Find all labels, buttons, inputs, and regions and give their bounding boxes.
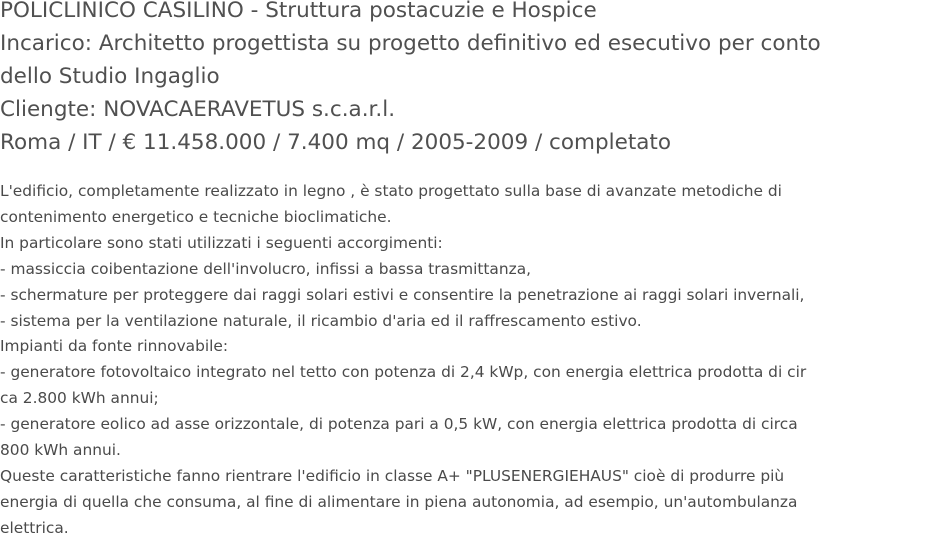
incarico-line-1: Incarico: Architetto progettista su progetto definitivo ed esecutivo per conto xyxy=(0,31,821,56)
description-line: 800 kWh annui. xyxy=(0,441,121,460)
project-title: POLICLINICO CASILINO - Struttura postacuzie e Hospice xyxy=(0,0,597,23)
description-line: Queste caratteristiche fanno rientrare l'edificio in classe A+ "PLUSENERGIEHAUS" cioè di produrre più xyxy=(0,466,785,485)
description-line: - massiccia coibentazione dell'involucro, infissi a bassa trasmittanza, xyxy=(0,259,532,278)
project-details: Roma / IT / € 11.458.000 / 7.400 mq / 2005-2009 / completato xyxy=(0,130,672,155)
description-line: contenimento energetico e tecniche bioclimatiche. xyxy=(0,207,392,226)
client-line: Cliengte: NOVACAERAVETUS s.c.a.r.l. xyxy=(0,97,396,122)
project-description xyxy=(0,179,948,542)
description-line: ca 2.800 kWh annui; xyxy=(0,389,159,408)
incarico-line-2: dello Studio Ingaglio xyxy=(0,64,220,89)
description-line: - sistema per la ventilazione naturale, il ricambio d'aria ed il raffrescamento estivo. xyxy=(0,311,642,330)
description-line: In particolare sono stati utilizzati i seguenti accorgimenti: xyxy=(0,233,443,252)
project-header xyxy=(0,0,948,159)
description-line: - generatore eolico ad asse orizzontale, di potenza pari a 0,5 kW, con energia elettrica prodotta di circa xyxy=(0,415,798,434)
description-line: Impianti da fonte rinnovabile: xyxy=(0,337,229,356)
description-line: - generatore fotovoltaico integrato nel tetto con potenza di 2,4 kWp, con energia elettrica prodotta di cir xyxy=(0,363,807,382)
description-line: energia di quella che consuma, al fine di alimentare in piena autonomia, ad esempio, un'autombulanza xyxy=(0,492,798,511)
description-line: - schermature per proteggere dai raggi solari estivi e consentire la penetrazione ai raggi solari invernali, xyxy=(0,285,805,304)
description-line: L'edificio, completamente realizzato in legno , è stato progettato sulla base di avanzate metodiche di xyxy=(0,182,782,200)
description-line: elettrica. xyxy=(0,518,69,537)
